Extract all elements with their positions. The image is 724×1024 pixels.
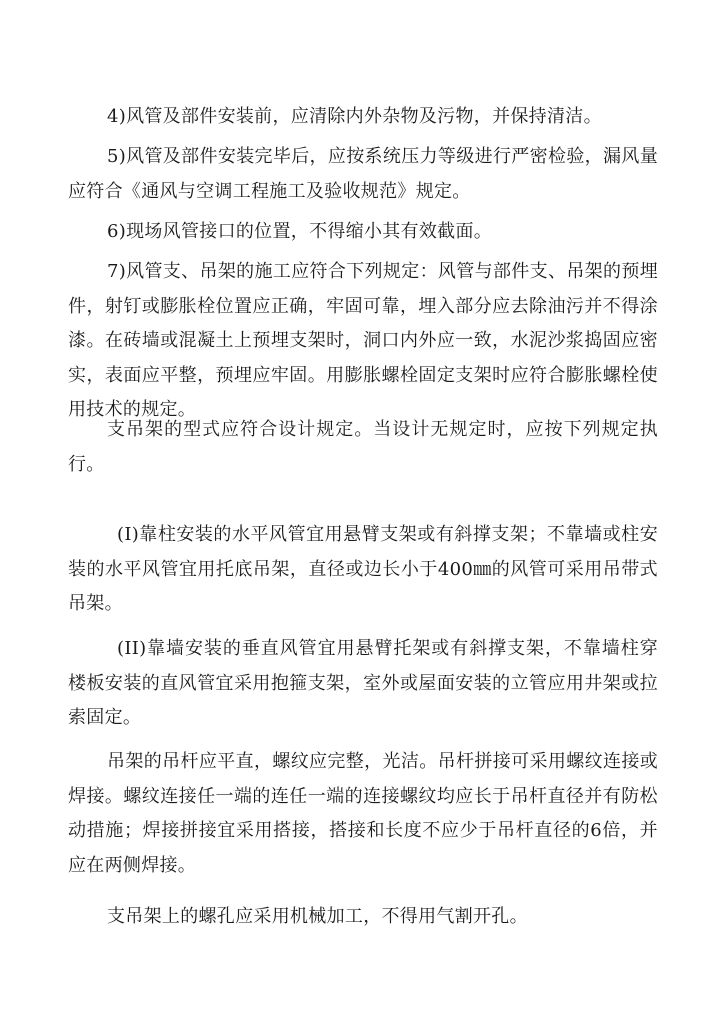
paragraph-support-form: 支吊架的型式应符合设计规定。当设计无规定时，应按下列规定执行。 [68, 419, 658, 475]
paragraph-5: 5)风管及部件安装完毕后，应按系统压力等级进行严密检验，漏风量应符合《通风与空调工程施工及验收规范》规定。 [68, 146, 658, 202]
paragraph-7: 7)风管支、吊架的施工应符合下列规定：风管与部件支、吊架的预埋件，射钉或膨胀栓位置应正确，牢固可靠，埋入部分应去除油污并不得涂漆。在砖墙或混凝土上预埋支架时，洞口内外应一致，水泥沙浆捣固应密实，表面应平整，预埋应牢固。用膨胀螺栓固定支架时应符合膨胀螺栓使用技术的规定。 [68, 261, 658, 421]
paragraph-bolt-holes: 支吊架上的螺孔应采用机械加工，不得用气割开孔。 [107, 906, 528, 927]
paragraph-hanger-rod: 吊架的吊杆应平直，螺纹应完整，光洁。吊杆拼接可采用螺纹连接或焊接。螺纹连接任一端的连任一端的连接螺纹均应长于吊杆直径并有防松动措施；焊接拼接宜采用搭接，搭接和长度不应少于吊杆直径的6倍，并应在两侧焊接。 [68, 751, 658, 876]
paragraph-item-i: (I)靠柱安装的水平风管宜用悬臂支架或有斜撑支架；不靠墙或柱安装的水平风管宜用托底吊架，直径或边长小于400㎜的风管可采用吊带式吊架。 [68, 524, 658, 615]
paragraph-6: 6)现场风管接口的位置，不得缩小其有效截面。 [107, 221, 493, 242]
paragraph-4: 4)风管及部件安装前，应清除内外杂物及污物，并保持清洁。 [107, 106, 602, 127]
paragraph-item-ii: (II)靠墙安装的垂直风管宜用悬臂托架或有斜撑支架，不靠墙柱穿楼板安装的直风管宜采用抱箍支架，室外或屋面安装的立管应用井架或拉索固定。 [68, 638, 658, 729]
